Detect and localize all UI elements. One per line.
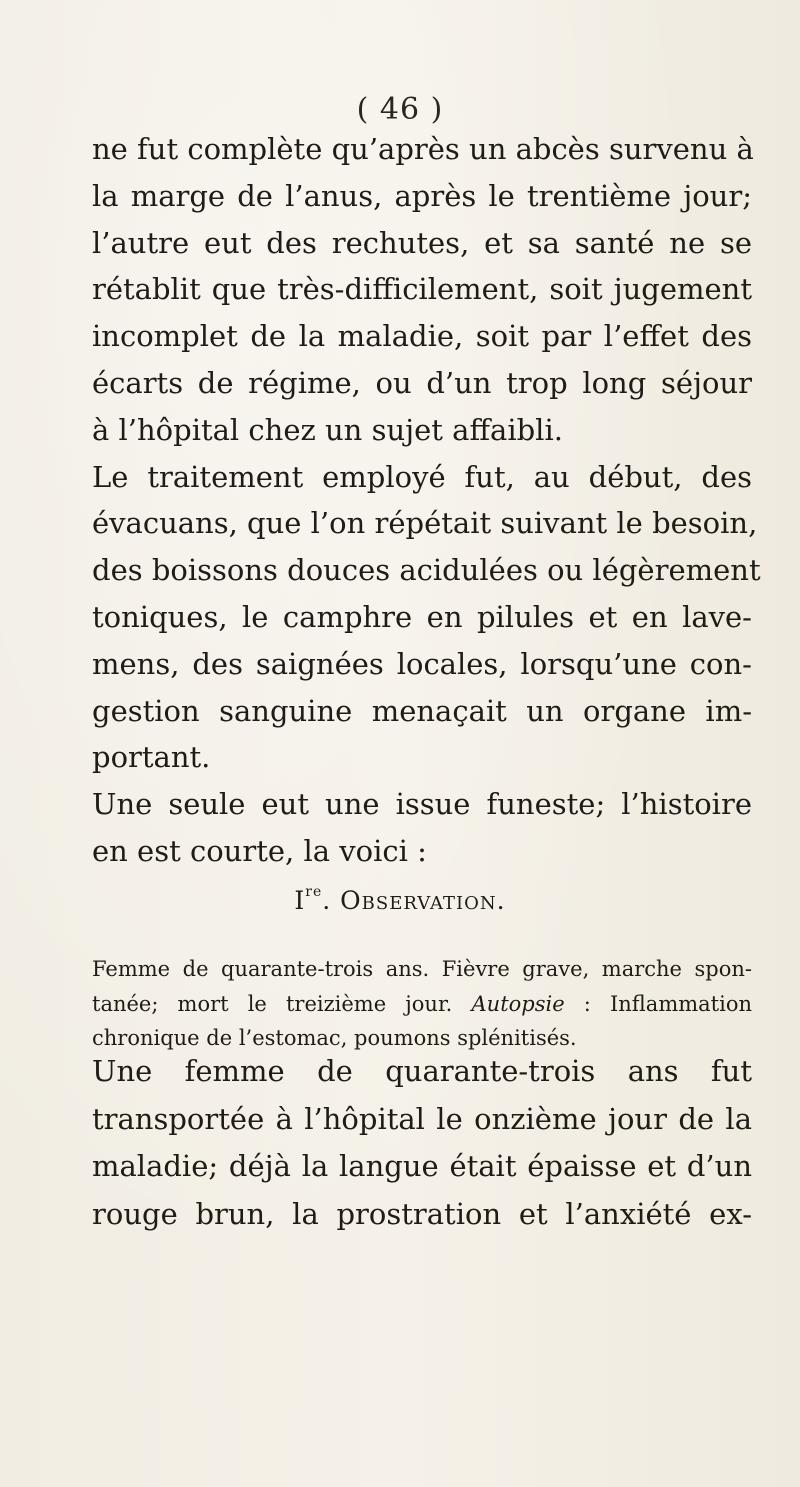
- text-line: portant.: [92, 740, 211, 775]
- summary-text: : Inflammation: [564, 991, 752, 1016]
- text-line: rouge brun, la prostration et l’anxiété ex-: [92, 1196, 752, 1231]
- text-line: incomplet de la maladie, soit par l’effet des: [92, 319, 752, 354]
- case-text: [92, 1048, 752, 1238]
- observation-title: . Observation.: [322, 886, 506, 915]
- text-line: gestion sanguine menaçait un organe im-: [92, 693, 752, 728]
- summary-line: Femme de quarante-trois ans. Fièvre grave, marche spon-: [92, 957, 752, 981]
- observation-summary: [92, 952, 752, 1056]
- text-line: l’autre eut des rechutes, et sa santé ne se: [92, 225, 752, 260]
- text-line: Une seule eut une issue funeste; l’histoire: [92, 787, 752, 822]
- observation-superscript: re: [305, 884, 323, 900]
- text-line: mens, des saignées locales, lorsqu’une con-: [92, 646, 752, 681]
- main-text: [92, 126, 761, 875]
- autopsie-label: Autopsie: [471, 991, 565, 1016]
- text-line: des boissons douces acidulées ou légèrement: [92, 553, 761, 588]
- text-line: écarts de régime, ou d’un trop long séjour: [92, 365, 752, 400]
- observation-numeral: I: [294, 886, 306, 915]
- text-line: la marge de l’anus, après le trentième jour;: [92, 178, 752, 213]
- text-line: Le traitement employé fut, au début, des: [92, 459, 752, 494]
- text-line: à l’hôpital chez un sujet affaibli.: [92, 412, 563, 447]
- summary-text: tanée; mort le treizième jour.: [92, 991, 472, 1016]
- text-line: évacuans, que l’on répétait suivant le besoin,: [92, 506, 758, 541]
- summary-line: chronique de l’estomac, poumons splénitisés.: [92, 1026, 577, 1050]
- text-line: toniques, le camphre en pilules et en lave-: [92, 599, 752, 634]
- observation-heading: [0, 886, 800, 915]
- text-line: transportée à l’hôpital le onzième jour de la: [92, 1101, 752, 1136]
- text-line: en est courte, la voici :: [92, 833, 427, 868]
- summary-line: [92, 987, 752, 1022]
- text-line: maladie; déjà la langue était épaisse et d’un: [92, 1149, 752, 1183]
- text-line: ne fut complète qu’après un abcès survenu à: [92, 132, 754, 166]
- text-line: rétablit que très-difficilement, soit jugement: [92, 272, 752, 307]
- page-number: ( 46 ): [356, 92, 444, 127]
- text-line: Une femme de quarante-trois ans fut: [92, 1054, 752, 1088]
